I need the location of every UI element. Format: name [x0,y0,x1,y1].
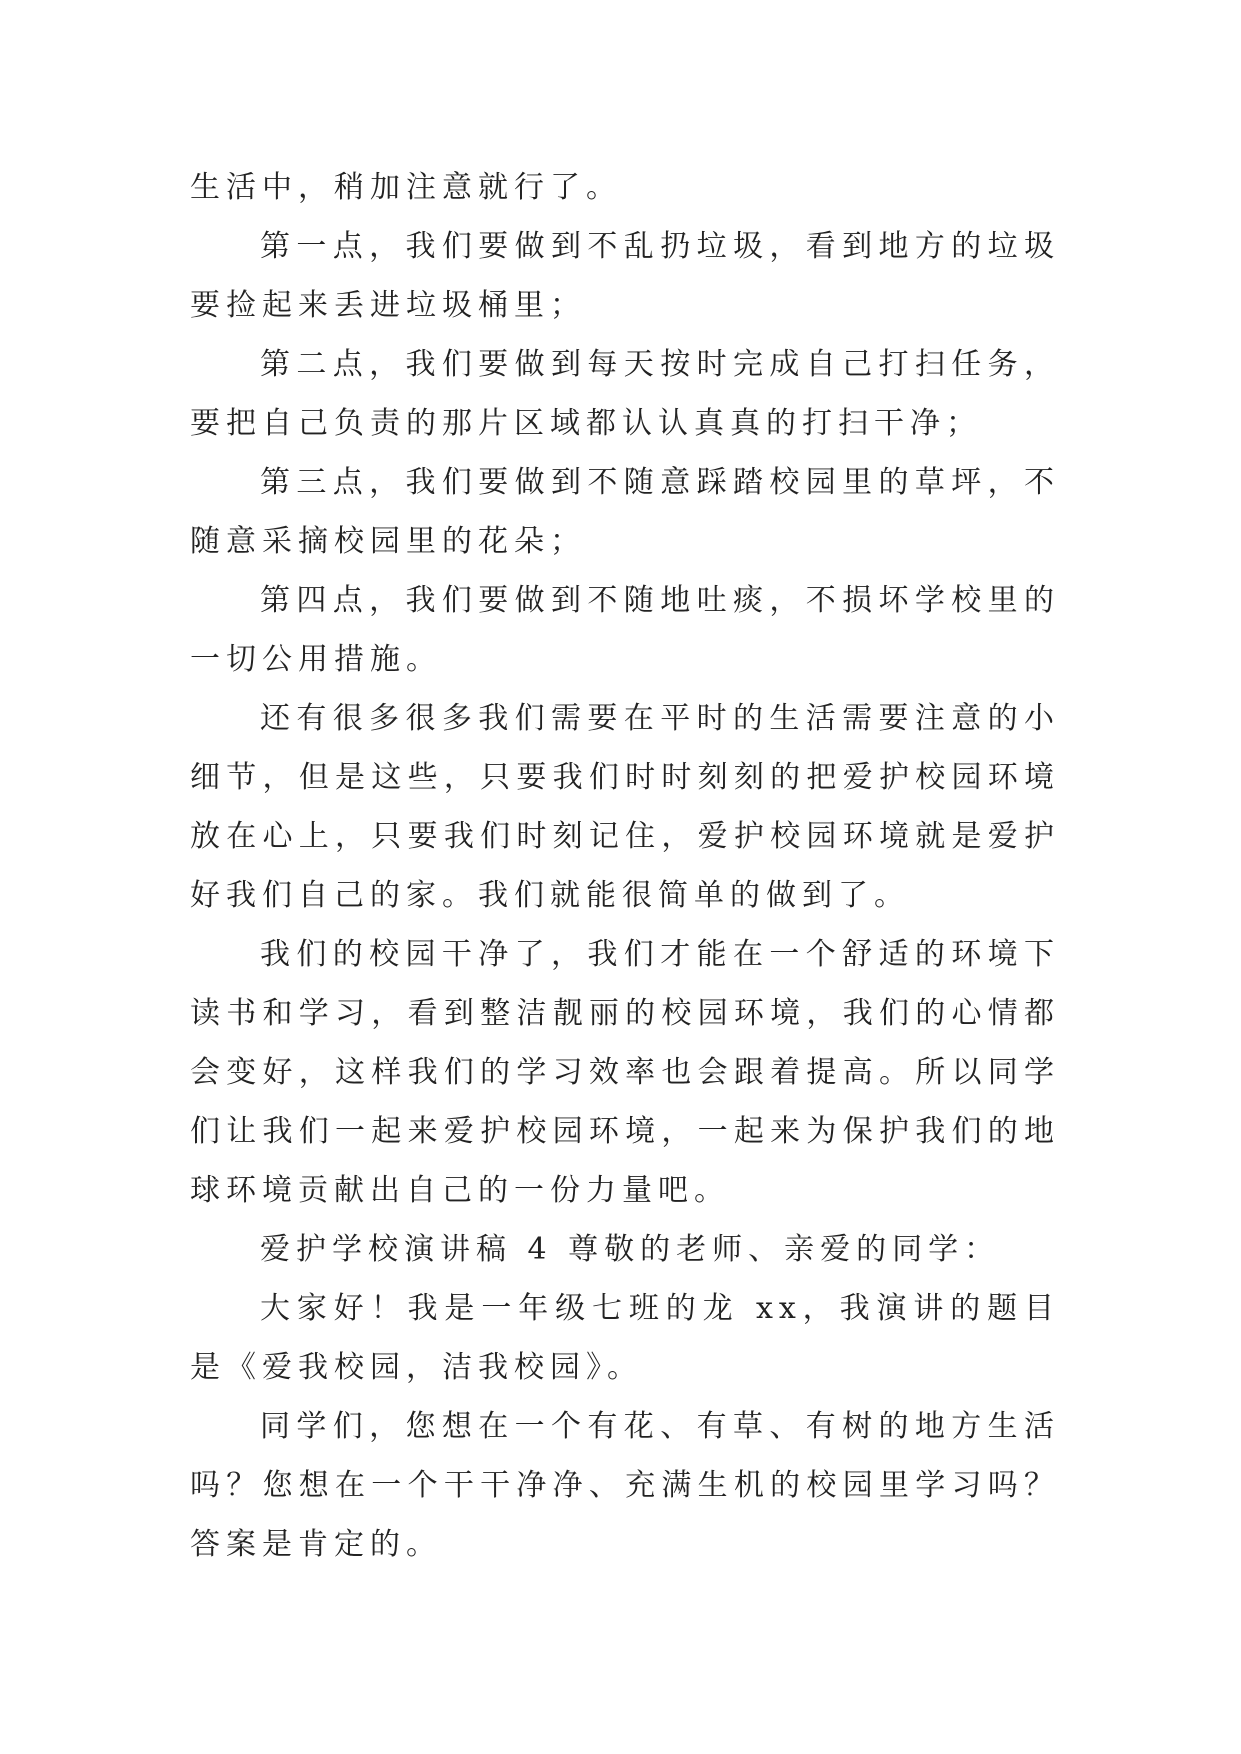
paragraph-details: 还有很多很多我们需要在平时的生活需要注意的小细节，但是这些，只要我们时时刻刻的把爱护校园环境放在心上，只要我们时刻记住，爱护校园环境就是爱护好我们自己的家。我们就能很简单的做到了。 [190,701,1060,913]
paragraph-greeting: 大家好！我是一年级七班的龙 xx，我演讲的题目是《爱我校园，洁我校园》。 [190,1291,1060,1385]
paragraph-clean-campus: 我们的校园干净了，我们才能在一个舒适的环境下读书和学习，看到整洁靓丽的校园环境，我们的心情都会变好，这样我们的学习效率也会跟着提高。所以同学们让我们一起来爱护校园环境，一起来为保护我们的地球环境贡献出自己的一份力量吧。 [190,937,1060,1208]
paragraph-point-three: 第三点，我们要做到不随意踩踏校园里的草坪，不随意采摘校园里的花朵； [190,465,1060,559]
paragraph-point-one: 第一点，我们要做到不乱扔垃圾，看到地方的垃圾要捡起来丢进垃圾桶里； [190,229,1060,323]
paragraph-speech-heading: 爱护学校演讲稿 4 尊敬的老师、亲爱的同学： [260,1232,1001,1267]
document-body [190,158,1060,1574]
paragraph-continuation: 生活中，稍加注意就行了。 [190,170,622,205]
paragraph-point-two: 第二点，我们要做到每天按时完成自己打扫任务，要把自己负责的那片区域都认认真真的打扫干净； [190,347,1060,441]
paragraph-point-four: 第四点，我们要做到不随地吐痰，不损坏学校里的一切公用措施。 [190,583,1060,677]
paragraph-question: 同学们，您想在一个有花、有草、有树的地方生活吗？您想在一个干干净净、充满生机的校园里学习吗？答案是肯定的。 [190,1409,1060,1562]
